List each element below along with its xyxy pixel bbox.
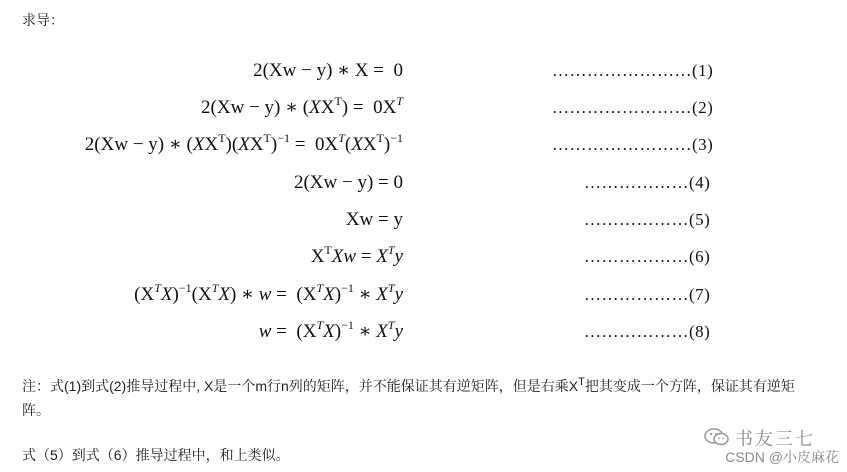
equation-7: $(X^TX)^{-1}(X^TX)$ ∗ $w = (X^TX)^{-1}$ ∗ $X^Ty$	[134, 281, 403, 305]
heading: 求导：	[22, 12, 64, 28]
note-2: 式（5）到式（6）推导过程中，和上类似。	[22, 447, 290, 463]
note-paragraph	[22, 374, 812, 422]
watermark-title: 书友三七	[735, 429, 815, 449]
watermark-csdn: CSDN @小皮麻花	[725, 449, 839, 465]
note-prefix: 注：式(1)到式(2)推导过程中, X是一个m行n列的矩阵，并不能保证其有逆矩阵，但是右乘X	[22, 378, 579, 394]
equation-3: 2(Xw − y) ∗ $(XX^T)(XX^T)^{-1} = 0X^T(XX^T)^{-1}$	[84, 131, 403, 155]
equation-ref-2: ……………………(2)	[552, 98, 714, 117]
wechat-icon	[703, 427, 731, 447]
equation-ref-6: ………………(6)	[584, 247, 711, 266]
equation-6: $X^TXw = X^Ty$	[310, 243, 403, 267]
equation-2: 2(Xw − y) ∗ $(XX^T) = 0X^T$	[201, 94, 403, 118]
equation-4: 2(Xw − y) = 0	[293, 172, 403, 193]
note-suffix: 把其变成一个方阵，保证其有逆矩阵。	[22, 378, 795, 418]
equation-8: $w = (X^TX)^{-1}$ ∗ $X^Ty$	[258, 318, 403, 342]
equation-1: 2(Xw − y) ∗ X = 0	[253, 60, 403, 81]
equation-ref-3: ……………………(3)	[552, 135, 714, 154]
equation-ref-1: ……………………(1)	[552, 61, 714, 80]
equation-ref-4: ………………(4)	[584, 173, 711, 192]
equation-5: Xw = y	[345, 209, 403, 230]
equation-ref-7: ………………(7)	[584, 285, 711, 304]
equation-ref-5: ………………(5)	[584, 210, 711, 229]
equation-ref-8: ………………(8)	[584, 322, 711, 341]
note-superscript: T	[578, 376, 585, 388]
